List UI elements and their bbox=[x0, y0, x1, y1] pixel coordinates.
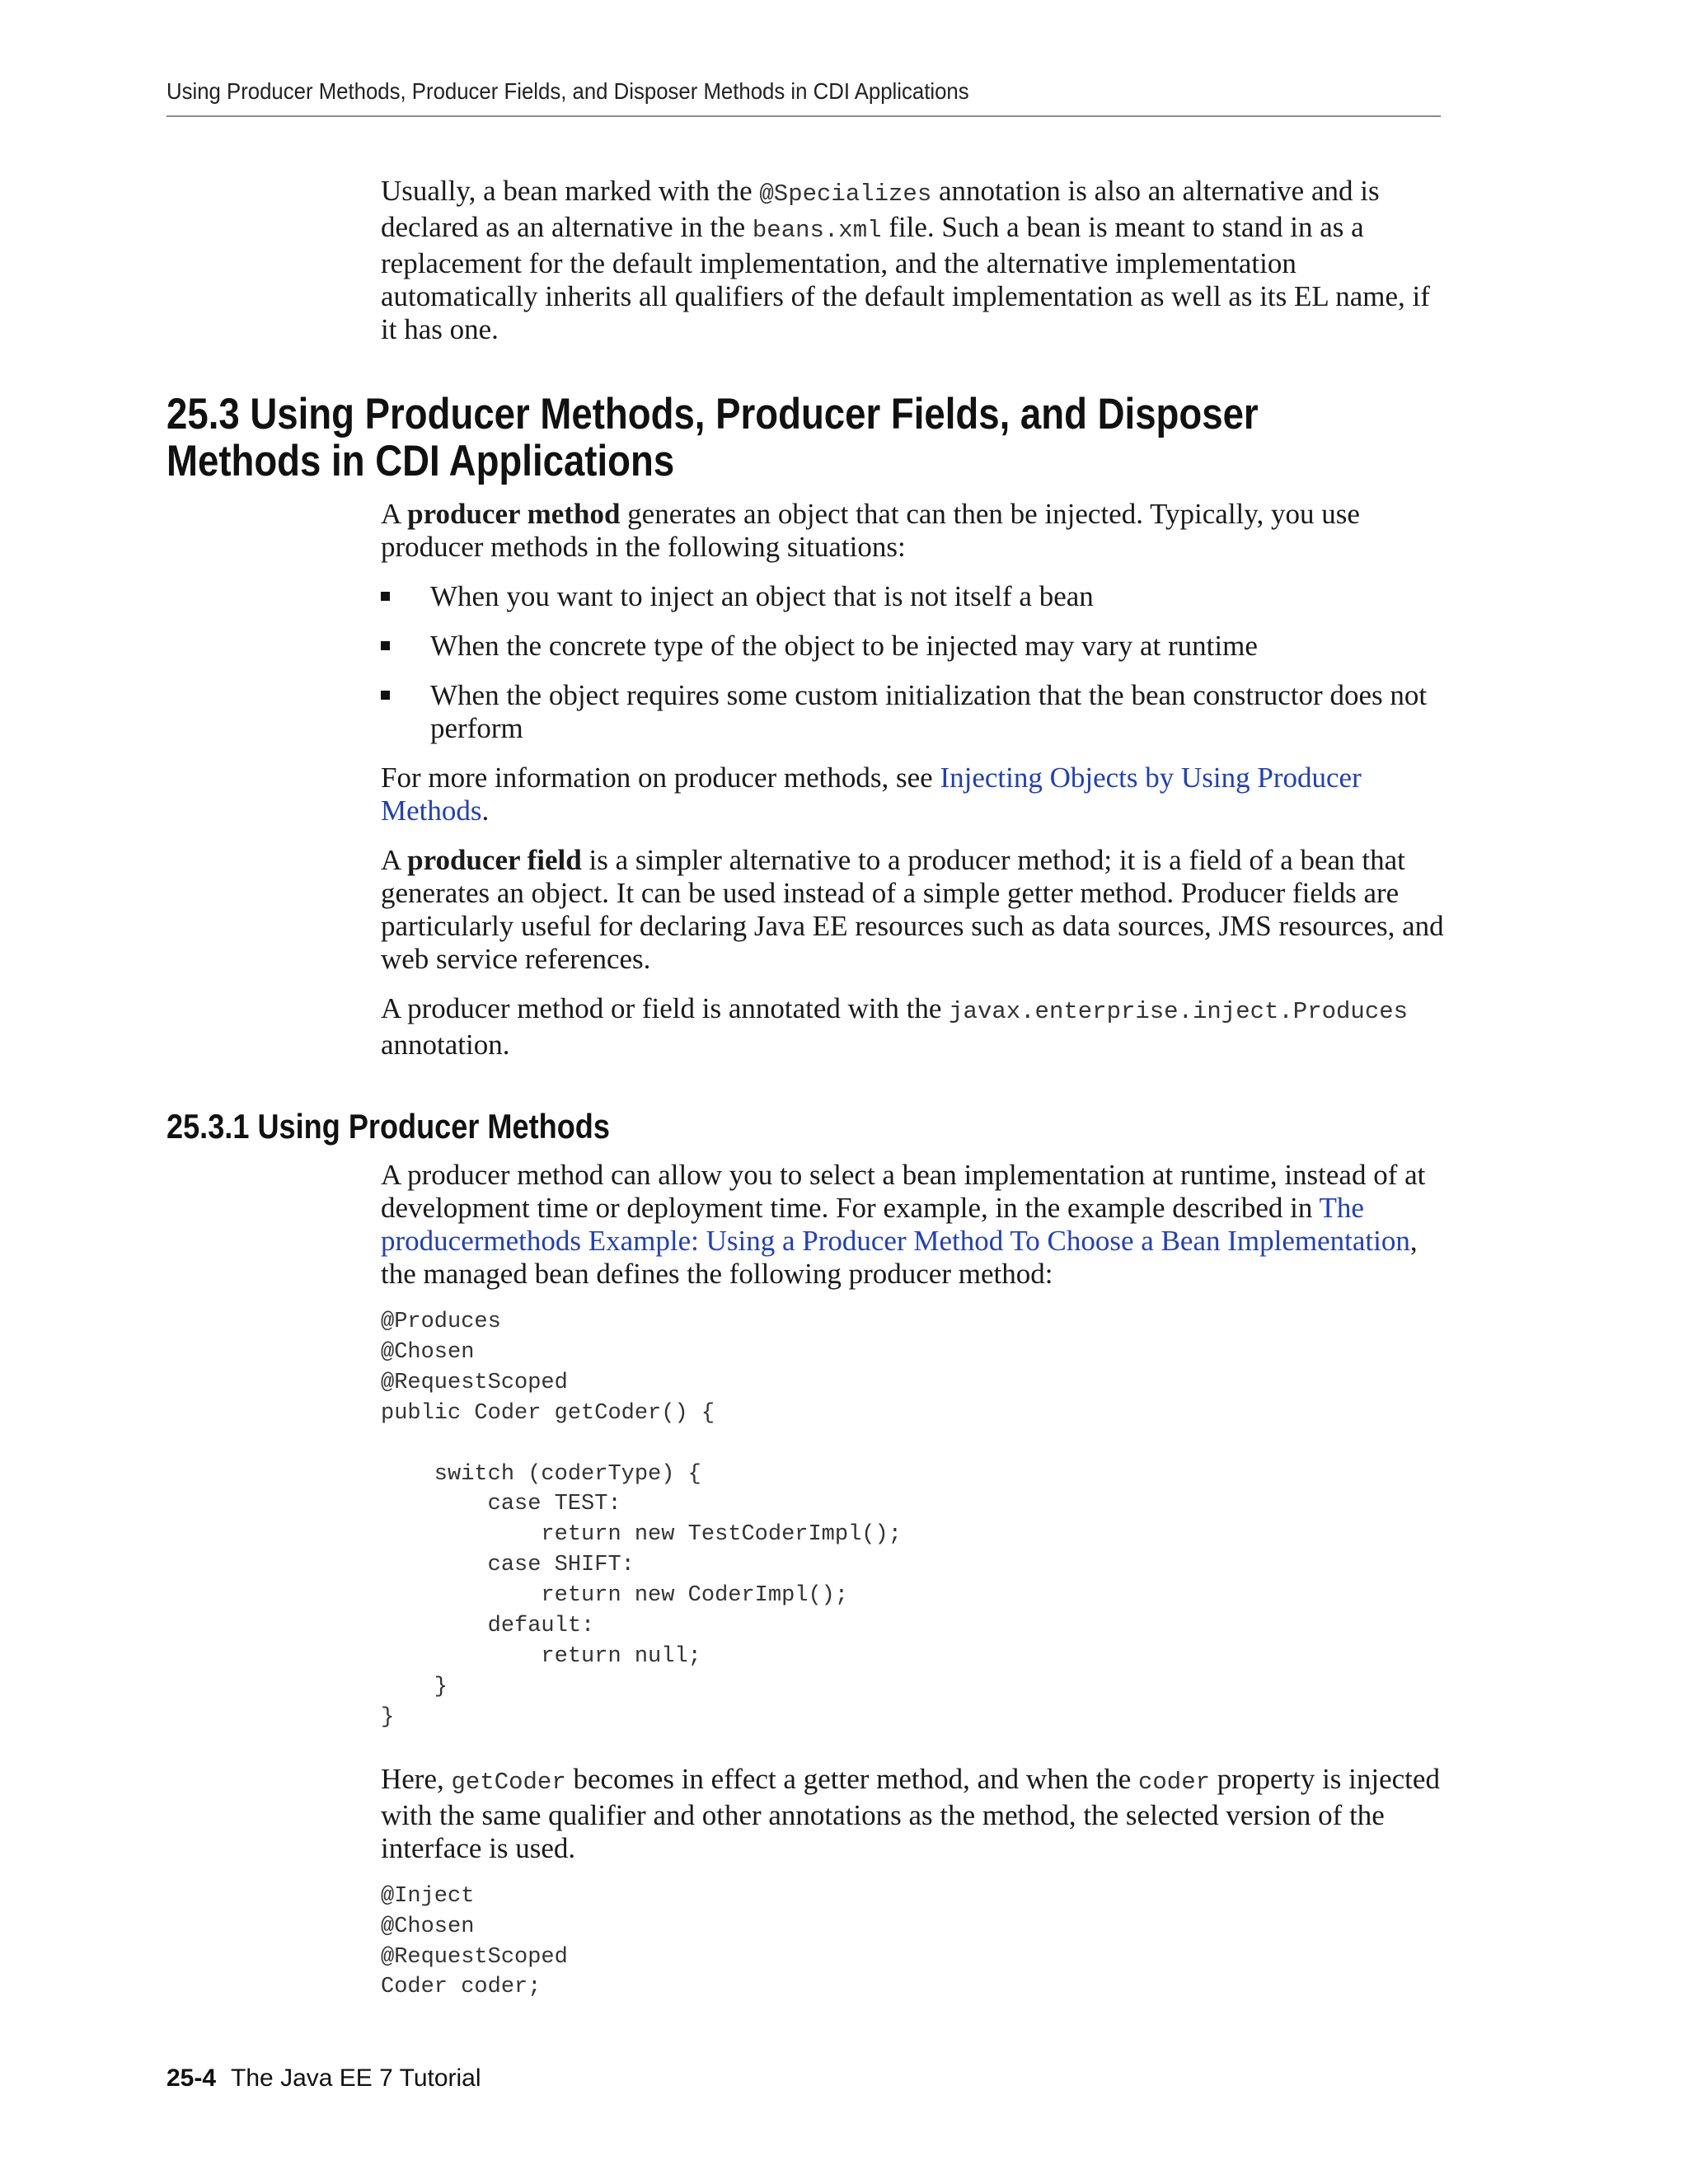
p3-text-2: is a simpler alternative to a producer method; it is a field of a bean that generates an object. It can be used instead of a simple getter method. Producer fields are particularly useful for declaring Java EE resources such as data sources, JMS resources, and web service references. bbox=[381, 844, 1444, 975]
producermethods-example-link[interactable]: The producermethods Example: Using a Producer Method To Choose a Bean Implementation bbox=[381, 1192, 1410, 1257]
getter-explanation-paragraph bbox=[381, 1763, 1444, 1865]
p4-text-1: A producer method or field is annotated with the bbox=[381, 992, 950, 1024]
section-heading: 25.3 Using Producer Methods, Producer Fields, and Disposer Methods in CDI Applications bbox=[166, 390, 1259, 485]
p2-text-2: . bbox=[481, 794, 490, 827]
p3-text-1: A bbox=[381, 844, 408, 876]
p1-text-2: generates an object that can then be injected. Typically, you use producer methods in the following situations: bbox=[381, 498, 1360, 563]
list-item bbox=[381, 580, 1444, 613]
intro-text-3: file. Such a bean is meant to stand in as a replacement for the default implementation, and the alternative implementation automatically inherits all qualifiers of the default implementation as well as its EL name, if it has one. bbox=[381, 211, 1430, 345]
book-title: The Java EE 7 Tutorial bbox=[231, 2064, 481, 2092]
subsection-heading: 25.3.1 Using Producer Methods bbox=[166, 1107, 610, 1146]
running-header: Using Producer Methods, Producer Fields, and Disposer Methods in CDI Applications bbox=[166, 78, 969, 104]
produces-code: javax.enterprise.inject.Produces bbox=[949, 998, 1409, 1025]
produces-annotation-paragraph bbox=[381, 992, 1444, 1062]
beans-xml-code: beans.xml bbox=[752, 217, 882, 244]
more-info-paragraph bbox=[381, 762, 1444, 827]
inject-code: @Inject @Chosen @RequestScoped Coder coder; bbox=[381, 1883, 568, 2000]
sp2-text-1: Here, bbox=[381, 1762, 452, 1795]
producer-method-term: producer method bbox=[407, 498, 621, 530]
situations-list bbox=[381, 580, 1444, 745]
sp1-text-2: , the managed bean defines the following producer method: bbox=[381, 1225, 1418, 1290]
intro-text-1: Usually, a bean marked with the bbox=[381, 175, 760, 207]
header-rule bbox=[166, 115, 1441, 117]
subsection-body bbox=[381, 1159, 1444, 2003]
producer-method-code: @Produces @Chosen @RequestScoped public Coder getCoder() { switch (coderType) { case TEST: return new TestCoderImpl(); case SHIFT: return new CoderImpl(); default: return null; } } bbox=[381, 1310, 902, 1730]
list-item-text: When the object requires some custom initialization that the bean constructor does not perform bbox=[430, 679, 1428, 744]
page-number: 25-4 bbox=[166, 2064, 217, 2092]
p4-text-2: annotation. bbox=[381, 1029, 510, 1061]
getcoder-code: getCoder bbox=[451, 1768, 566, 1796]
list-item-text: When you want to inject an object that is not itself a bean bbox=[430, 580, 1094, 612]
intro-block bbox=[381, 175, 1444, 346]
list-item bbox=[381, 679, 1444, 745]
p2-text-1: For more information on producer methods, see bbox=[381, 762, 940, 794]
bullet-square-icon bbox=[381, 592, 390, 601]
intro-paragraph bbox=[381, 175, 1444, 346]
producer-field-term: producer field bbox=[407, 844, 582, 876]
sp2-text-3: property is injected with the same qualifier and other annotations as the method, the selected version of the interface is used. bbox=[381, 1762, 1440, 1864]
p1-text-1: A bbox=[381, 498, 408, 530]
injecting-objects-link[interactable]: Injecting Objects by Using Producer Methods bbox=[381, 762, 1362, 827]
intro-text-2: annotation is also an alternative and is declared as an alternative in the bbox=[381, 175, 1380, 243]
producer-method-usage-paragraph bbox=[381, 1159, 1444, 1291]
coder-code: coder bbox=[1137, 1768, 1210, 1796]
producer-field-paragraph bbox=[381, 844, 1444, 976]
producer-method-paragraph bbox=[381, 498, 1444, 564]
page-footer bbox=[166, 2062, 481, 2095]
list-item bbox=[381, 630, 1444, 663]
section-body bbox=[381, 498, 1444, 1062]
list-item-text: When the concrete type of the object to be injected may vary at runtime bbox=[430, 630, 1258, 662]
bullet-square-icon bbox=[381, 691, 390, 700]
specializes-code: @Specializes bbox=[759, 180, 932, 208]
sp1-text-1: A producer method can allow you to select a bean implementation at runtime, instead of at development time or deployment time. For example, in the example described in bbox=[381, 1159, 1426, 1224]
sp2-text-2: becomes in effect a getter method, and when the bbox=[565, 1762, 1138, 1795]
bullet-square-icon bbox=[381, 641, 390, 650]
